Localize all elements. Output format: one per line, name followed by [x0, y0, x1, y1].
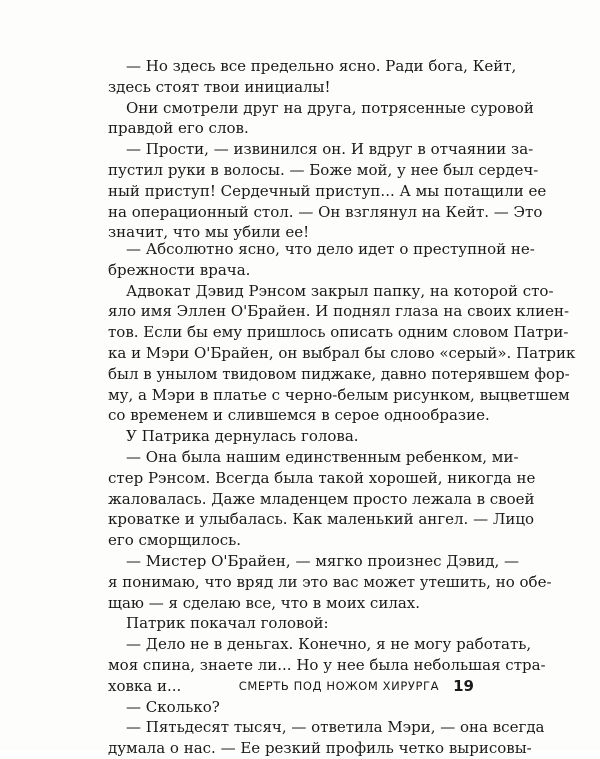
text-line: ный приступ! Сердечный приступ... А мы потащили ее — [108, 181, 547, 200]
text-line: моя спина, знаете ли... Но у нее была небольшая стра- — [108, 655, 546, 674]
text-line: У Патрика дернулась голова. — [126, 427, 359, 446]
text-line: му, а Мэри в платье с черно-белым рисунком, выцветшем — [108, 385, 570, 404]
text-line: на операционный стол. — Он взглянул на Кейт. — Это — [108, 202, 543, 221]
text-line: Патрик покачал головой: — [126, 614, 329, 633]
text-line: — Пятьдесят тысяч, — ответила Мэри, — она всегда — [126, 718, 545, 737]
running-title: СМЕРТЬ ПОД НОЖОМ ХИРУРГА — [238, 679, 440, 693]
text-line: — Мистер О'Брайен, — мягко произнес Дэвид, — — [126, 551, 520, 570]
text-line: кроватке и улыбалась. Как маленький ангел. — Лицо — [108, 510, 535, 529]
text-block-scene-1 — [108, 56, 547, 243]
text-line: — Абсолютно ясно, что дело идет о преступной не- — [126, 240, 535, 258]
text-line: ка и Мэри О'Брайен, он выбрал бы слово «серый». Патрик — [108, 343, 576, 362]
page-number: 19 — [453, 677, 474, 695]
text-line: тов. Если бы ему пришлось описать одним словом Патри- — [108, 323, 569, 342]
text-line: жаловалась. Даже младенцем просто лежала в своей — [108, 489, 535, 508]
text-line: его сморщилось. — [108, 531, 242, 550]
text-line: — Сколько? — [126, 697, 220, 716]
text-line: думала о нас. — Ее резкий профиль четко вырисовы- — [108, 739, 532, 758]
text-line: щаю — я сделаю все, что в моих силах. — [108, 593, 421, 612]
text-line: Они смотрели друг на друга, потрясенные суровой — [126, 98, 534, 117]
text-line: — Прости, — извинился он. И вдруг в отчаянии за- — [126, 140, 534, 159]
text-line: Адвокат Дэвид Рэнсом закрыл папку, на которой сто- — [126, 281, 554, 300]
text-line: правдой его слов. — [108, 119, 249, 138]
text-line: стер Рэнсом. Всегда была такой хорошей, никогда не — [108, 468, 536, 487]
text-line: был в унылом твидовом пиджаке, давно потерявшем фор- — [108, 364, 570, 383]
text-line: пустил руки в волосы. — Боже мой, у нее был сердеч- — [108, 160, 539, 179]
page-footer — [222, 676, 474, 696]
text-line: — Но здесь все предельно ясно. Ради бога, Кейт, — [126, 57, 517, 75]
text-line: здесь стоят твои инициалы! — [108, 77, 331, 96]
text-line: ховка и... — [108, 676, 182, 695]
text-line: значит, что мы убили ее! — [108, 223, 310, 242]
text-line: брежности врача. — [108, 260, 251, 279]
text-line: со временем и слившемся в серое однообразие. — [108, 406, 490, 425]
text-line: — Дело не в деньгах. Конечно, я не могу работать, — [126, 635, 532, 654]
text-line: — Она была нашим единственным ребенком, ми- — [126, 447, 519, 466]
text-line: я понимаю, что вряд ли это вас может утешить, но обе- — [108, 572, 552, 591]
text-line: яло имя Эллен О'Брайен. И поднял глаза на своих клиен- — [108, 302, 570, 321]
